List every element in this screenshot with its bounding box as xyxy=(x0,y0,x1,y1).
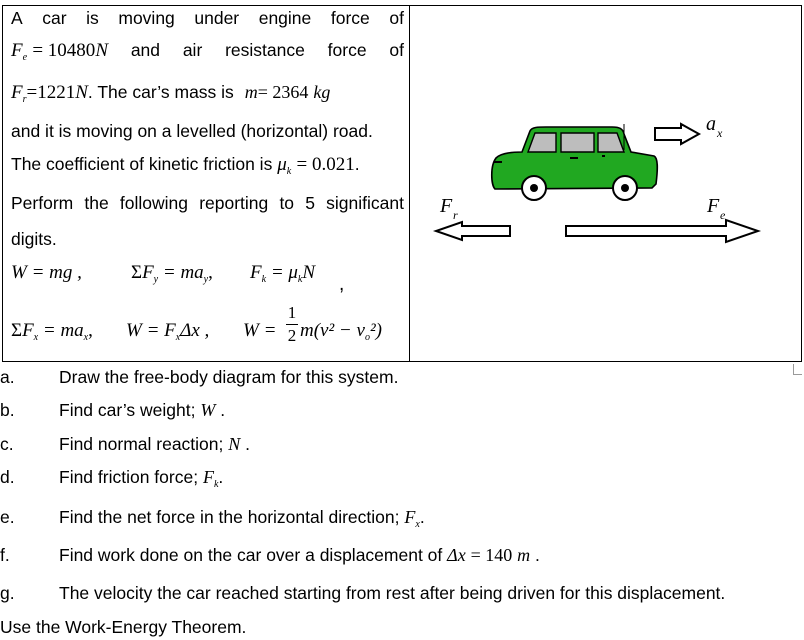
word: moving xyxy=(118,8,175,28)
word: the xyxy=(84,193,109,213)
word: resistance xyxy=(225,40,305,60)
fraction-denominator: 2 xyxy=(287,326,297,345)
work-energy-rhs: $m(v^2 - v_o^2)$ xyxy=(300,320,382,343)
engine-force-expression: $F_e = 10480N$ xyxy=(11,40,108,63)
engine-force-arrow-icon xyxy=(566,220,758,242)
acceleration-sub: x xyxy=(717,126,723,140)
word: following xyxy=(119,193,189,213)
work-energy-equation: W = xyxy=(243,320,277,341)
word: A xyxy=(11,8,23,28)
work-equation: $W = F_x\Delta x$ , xyxy=(126,320,210,343)
word: car xyxy=(42,8,67,28)
sum-fy-equation: $\Sigma F_y = ma_y$, xyxy=(131,262,213,285)
word: is xyxy=(86,8,99,28)
mu-expression: $\mu_k = 0.021$ xyxy=(277,154,355,177)
acceleration-arrow-icon xyxy=(655,124,699,144)
word: 5 xyxy=(305,193,315,213)
acceleration-label: a xyxy=(706,113,716,135)
word: force xyxy=(327,40,367,60)
sum-fx-equation: $\Sigma F_x = ma_x$, xyxy=(11,320,93,343)
word: force xyxy=(330,8,370,28)
car-icon xyxy=(492,124,658,200)
fe-label: F xyxy=(707,195,720,217)
word: Perform xyxy=(11,193,74,213)
word: significant xyxy=(326,193,404,213)
weight-equation: W = mg , xyxy=(11,262,82,283)
fr-label: F xyxy=(440,195,453,217)
word: and xyxy=(130,40,161,60)
word: of xyxy=(389,8,404,28)
word: reporting xyxy=(199,193,269,213)
statement-line-4: and it is moving on a levelled (horizontal) road. xyxy=(11,121,373,141)
statement-line-7: digits. xyxy=(11,229,57,249)
word: engine xyxy=(258,8,312,28)
word: under xyxy=(194,8,240,28)
word: of xyxy=(389,40,404,60)
friction-comma: , xyxy=(339,274,345,295)
air-force-expression: $F_r=1221N$ xyxy=(11,82,88,105)
mass-text: . The car’s mass is xyxy=(87,82,234,102)
fr-sub: r xyxy=(453,208,458,222)
word: air xyxy=(182,40,203,60)
word: to xyxy=(279,193,295,213)
footer-instruction: Use the Work-Energy Theorem. xyxy=(0,617,247,637)
mass-expression: m= 2364 kg xyxy=(244,82,331,102)
fraction-numerator: 1 xyxy=(287,303,297,322)
page-corner-mark xyxy=(793,364,802,375)
fe-sub: e xyxy=(720,208,726,222)
friction-equation: $F_k = \mu_kN$ xyxy=(250,262,316,285)
statement-line-5: The coefficient of kinetic friction is $\mu_k = 0.021$. xyxy=(11,154,360,177)
air-resistance-arrow-icon xyxy=(436,222,510,240)
